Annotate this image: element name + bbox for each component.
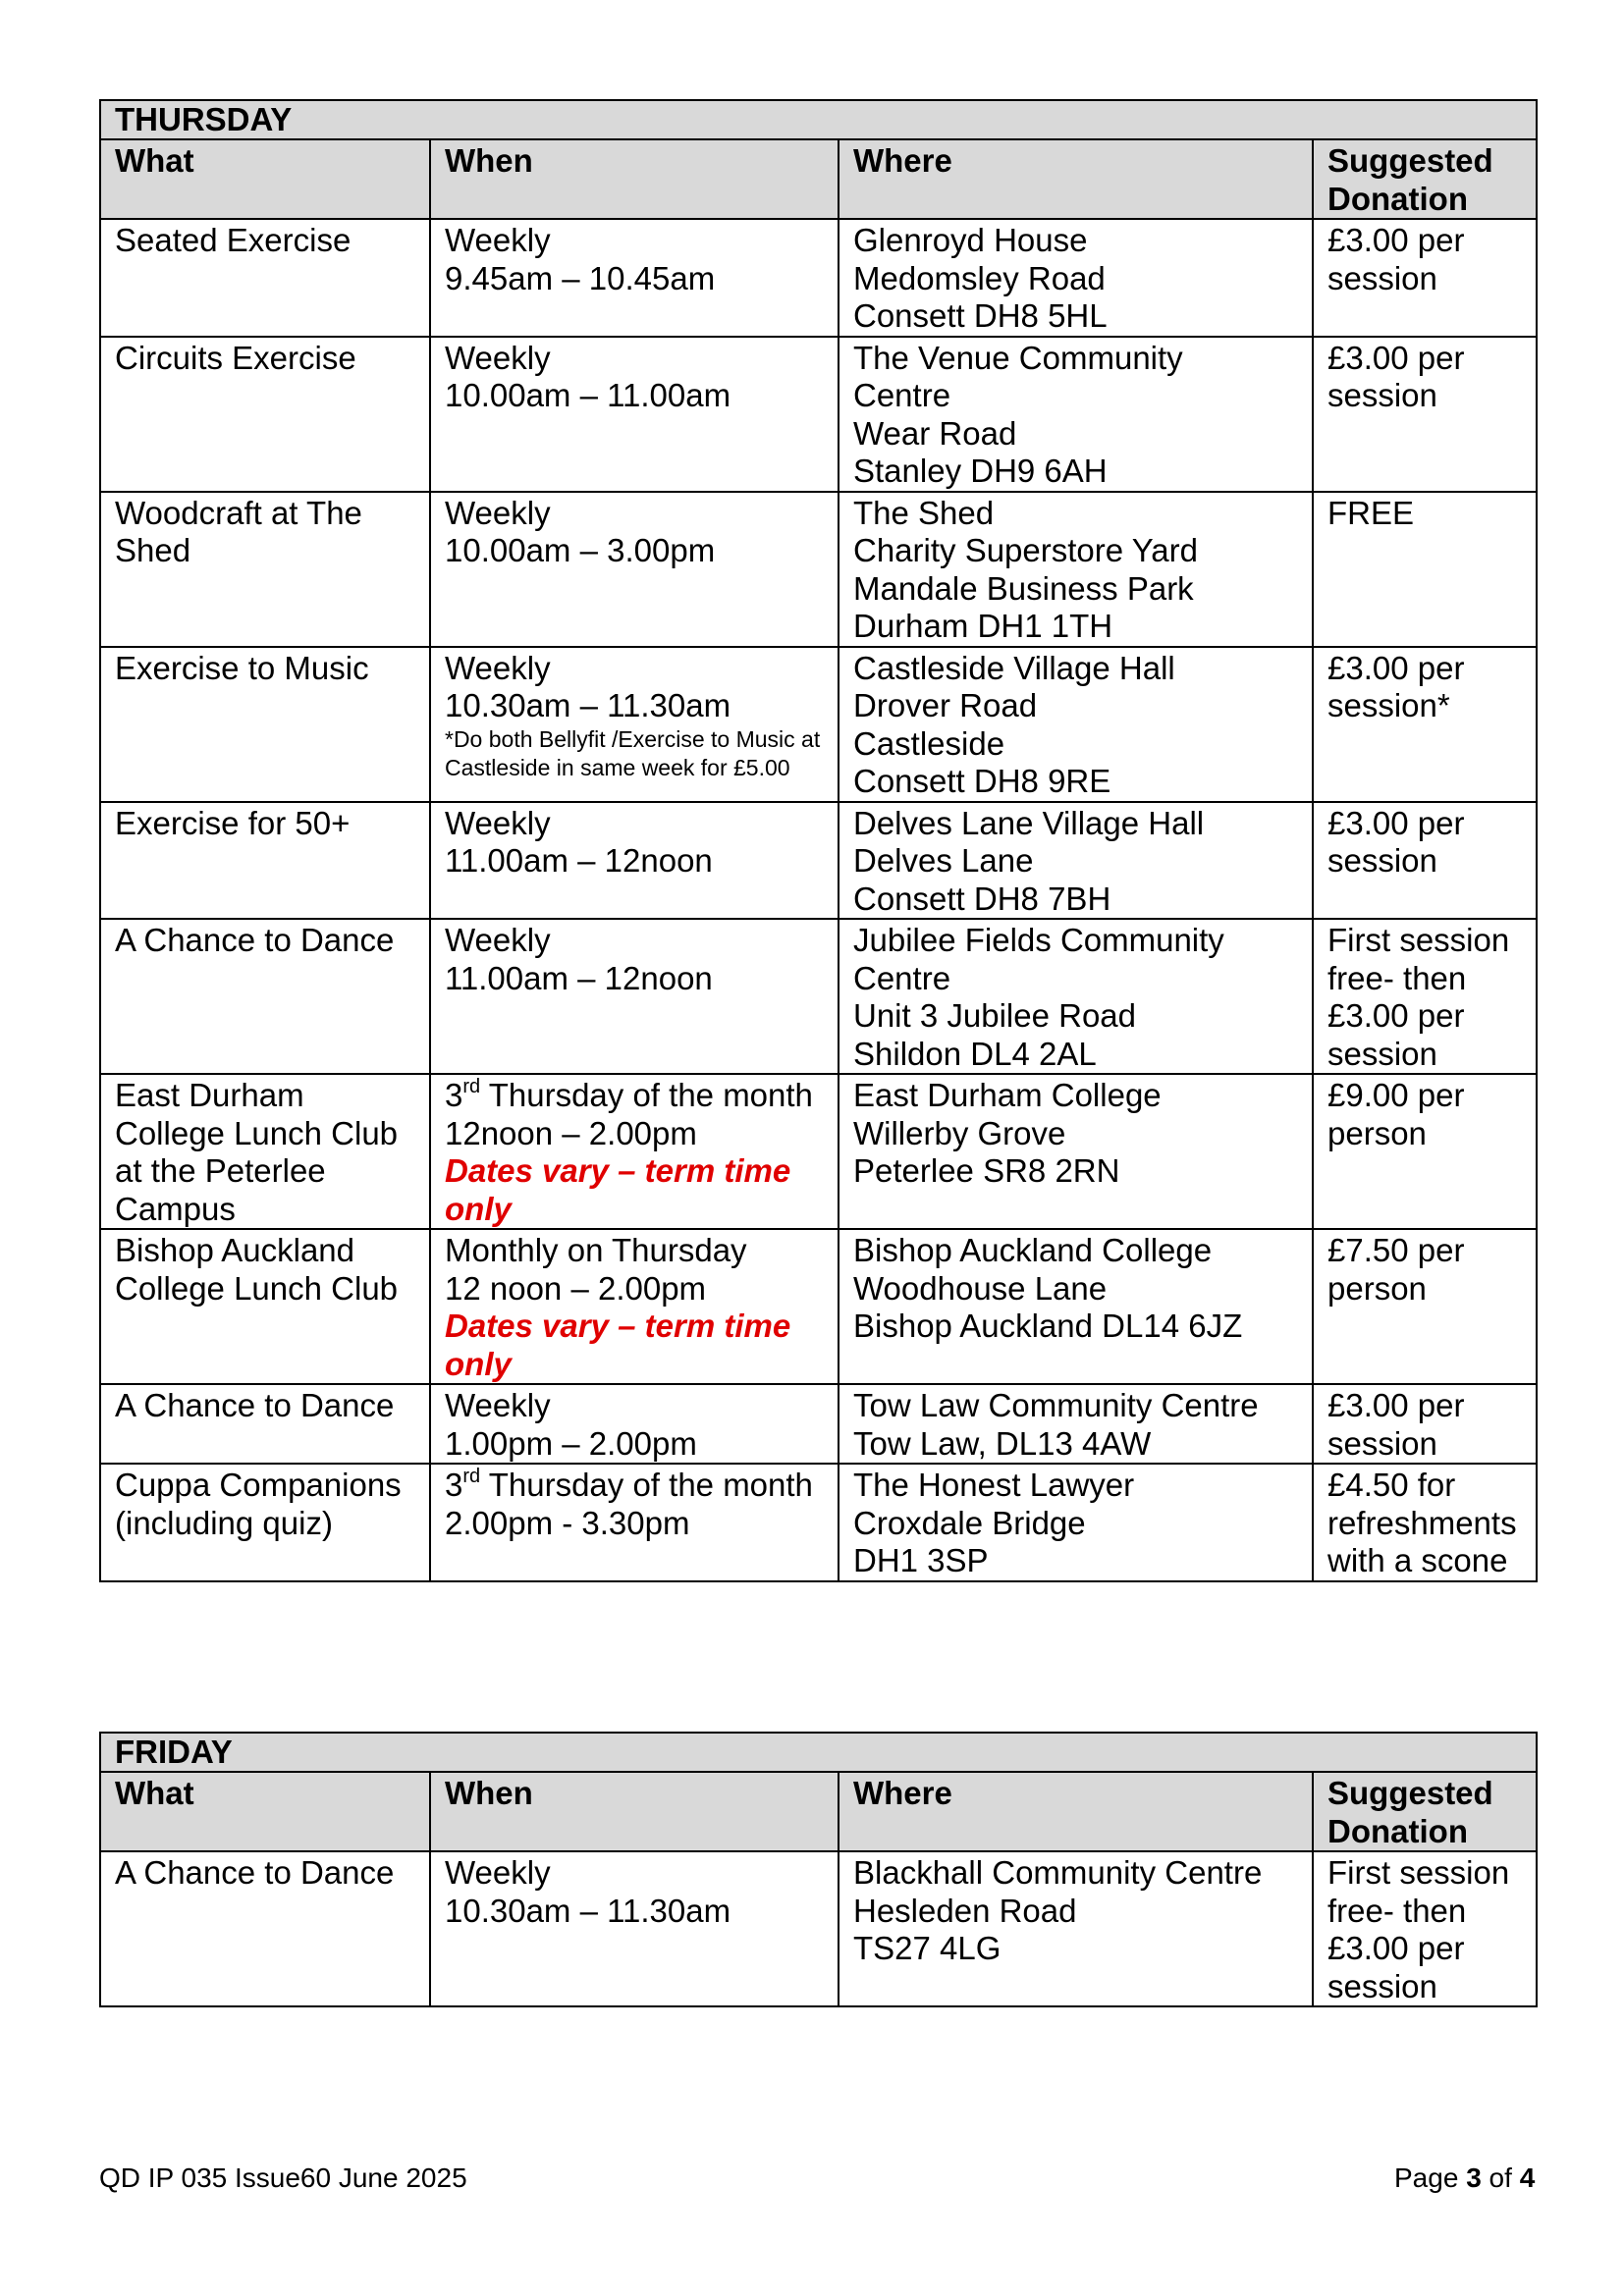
donation-line: session: [1327, 842, 1437, 879]
cell-what: [100, 337, 430, 492]
cell-what: [100, 1074, 430, 1229]
ordinal-suffix: rd: [462, 1466, 481, 1487]
when_red-line: Dates vary – term time: [445, 1308, 791, 1344]
cell-where: [839, 1464, 1313, 1581]
donation-line: £3.00 per: [1327, 1387, 1465, 1423]
when-line: 9.45am – 10.45am: [445, 259, 716, 296]
what-line: Exercise for 50+: [115, 804, 351, 841]
donation-line: First session: [1327, 1854, 1510, 1891]
what-line: A Chance to Dance: [115, 922, 395, 958]
when-line: Weekly: [445, 339, 551, 376]
what-line: Cuppa Companions: [115, 1467, 402, 1503]
header-row: [100, 139, 1537, 219]
where-line: Willerby Grove: [853, 1114, 1066, 1151]
donation-line: £9.00 per: [1327, 1077, 1465, 1113]
when-line: Weekly: [445, 649, 551, 686]
header-donation-line: Donation: [1327, 1812, 1468, 1849]
where-line: Consett DH8 9RE: [853, 763, 1111, 799]
where-line: Mandale Business Park: [853, 569, 1194, 607]
what-line: at the Peterlee: [115, 1152, 326, 1189]
cell-when: [430, 919, 839, 1074]
cell-what: [100, 1851, 430, 2006]
where-line: Glenroyd House: [853, 222, 1088, 258]
what-line: Bishop Auckland: [115, 1232, 355, 1268]
cell-when: [430, 802, 839, 920]
when_red-line: only: [445, 1345, 512, 1382]
donation-line: £4.50 for: [1327, 1467, 1456, 1503]
cell-where: [839, 647, 1313, 802]
donation-line: £3.00 per: [1327, 997, 1465, 1034]
header-where: Where: [839, 1772, 1313, 1851]
page-current: 3: [1466, 2163, 1482, 2193]
cell-where: [839, 492, 1313, 647]
cell-donation: [1313, 219, 1537, 337]
cell-what: [100, 1229, 430, 1384]
when-line: 10.30am – 11.30am: [445, 687, 731, 723]
cell-what: [100, 919, 430, 1074]
cell-donation: [1313, 1851, 1537, 2006]
where-line: Consett DH8 5HL: [853, 297, 1108, 334]
where-line: Unit 3 Jubilee Road: [853, 997, 1137, 1034]
when-line: Weekly: [445, 804, 551, 841]
where-line: Bishop Auckland College: [853, 1232, 1213, 1268]
when-line: Weekly: [445, 222, 551, 258]
where-line: Hesleden Road: [853, 1892, 1077, 1929]
where-line: The Venue Community: [853, 339, 1183, 376]
donation-line: session: [1327, 1035, 1437, 1072]
header-what: What: [100, 139, 430, 219]
cell-where: [839, 1074, 1313, 1229]
donation-line: £3.00 per: [1327, 339, 1465, 376]
table-row: [100, 1464, 1537, 1581]
header-row: [100, 1772, 1537, 1851]
where-line: Tow Law, DL13 4AW: [853, 1424, 1152, 1462]
table-row: [100, 1851, 1537, 2006]
thursday-day-row: [100, 100, 1537, 139]
when-line: Weekly: [445, 1387, 551, 1423]
header-donation-line: Suggested: [1327, 1775, 1493, 1811]
table-row: [100, 492, 1537, 647]
where-line: The Honest Lawyer: [853, 1467, 1135, 1503]
ordinal-line: [445, 1467, 824, 1505]
cell-what: [100, 1464, 430, 1581]
cell-where: [839, 1229, 1313, 1384]
where-line: Delves Lane: [853, 842, 1034, 879]
when-line: Monthly on Thursday: [445, 1232, 747, 1268]
what-line: Campus: [115, 1190, 236, 1227]
cell-what: [100, 492, 430, 647]
friday-day-row: [100, 1733, 1537, 1772]
where-line: Drover Road: [853, 687, 1038, 723]
where-line: TS27 4LG: [853, 1930, 1001, 1966]
where-line: Stanley DH9 6AH: [853, 453, 1108, 489]
table-row: [100, 219, 1537, 337]
when-line: 11.00am – 12noon: [445, 959, 713, 996]
of-label: of: [1489, 2163, 1512, 2193]
where-line: East Durham College: [853, 1077, 1162, 1113]
cell-what: [100, 802, 430, 920]
page-label: Page: [1394, 2163, 1459, 2193]
cell-donation: [1313, 802, 1537, 920]
what-line: College Lunch Club: [115, 1114, 399, 1151]
page-number: [1394, 2163, 1535, 2194]
day-label: THURSDAY: [100, 100, 1537, 139]
when-line: 12noon – 2.00pm: [445, 1114, 697, 1151]
when_red-line: Dates vary – term time: [445, 1152, 791, 1189]
what-line: A Chance to Dance: [115, 1387, 395, 1423]
where-line: Croxdale Bridge: [853, 1504, 1086, 1541]
what-line: A Chance to Dance: [115, 1854, 395, 1891]
donation-line: person: [1327, 1269, 1427, 1307]
cell-where: [839, 1384, 1313, 1464]
cell-when: [430, 337, 839, 492]
ordinal-number: 3: [445, 1077, 463, 1113]
where-line: Castleside: [853, 724, 1005, 762]
header-donation-line: Suggested: [1327, 142, 1493, 179]
ordinal-number: 3: [445, 1467, 463, 1503]
where-line: Medomsley Road: [853, 259, 1106, 296]
when-line: 1.00pm – 2.00pm: [445, 1424, 697, 1462]
where-line: Durham DH1 1TH: [853, 608, 1113, 644]
when-line: 2.00pm - 3.30pm: [445, 1504, 690, 1541]
when-line: Weekly: [445, 1854, 551, 1891]
where-line: The Shed: [853, 494, 995, 531]
cell-when: [430, 219, 839, 337]
cell-when: [430, 1384, 839, 1464]
where-line: Centre: [853, 959, 951, 996]
thursday-rows: [100, 219, 1537, 1581]
header-donation-line: Donation: [1327, 180, 1468, 217]
friday-table: [99, 1732, 1538, 2007]
header-where: Where: [839, 139, 1313, 219]
donation-line: £3.00 per: [1327, 222, 1465, 258]
document-reference: QD IP 035 Issue60 June 2025: [99, 2163, 467, 2193]
cell-where: [839, 802, 1313, 920]
donation-line: free- then: [1327, 959, 1467, 996]
when-line: 10.00am – 11.00am: [445, 377, 731, 413]
donation-line: refreshments: [1327, 1504, 1517, 1541]
where-line: Jubilee Fields Community: [853, 922, 1224, 958]
what-line: Exercise to Music: [115, 649, 369, 686]
where-line: Tow Law Community Centre: [853, 1387, 1259, 1423]
when-line: 12 noon – 2.00pm: [445, 1269, 707, 1307]
where-line: Blackhall Community Centre: [853, 1854, 1263, 1891]
donation-line: session: [1327, 259, 1437, 296]
donation-line: First session: [1327, 922, 1510, 958]
cell-donation: [1313, 337, 1537, 492]
when_red-line: only: [445, 1190, 512, 1227]
when-line: Weekly: [445, 922, 551, 958]
cell-donation: [1313, 647, 1537, 802]
ordinal-rest: Thursday of the month: [480, 1077, 813, 1113]
what-line: Circuits Exercise: [115, 339, 356, 376]
cell-what: [100, 219, 430, 337]
donation-line: session*: [1327, 687, 1450, 723]
where-line: Shildon DL4 2AL: [853, 1035, 1097, 1072]
cell-where: [839, 337, 1313, 492]
table-row: [100, 1384, 1537, 1464]
where-line: Bishop Auckland DL14 6JZ: [853, 1308, 1243, 1344]
what-line: East Durham: [115, 1077, 304, 1113]
header-when: When: [430, 1772, 839, 1851]
where-line: Consett DH8 7BH: [853, 880, 1111, 917]
when-line: 11.00am – 12noon: [445, 842, 713, 879]
cell-donation: [1313, 919, 1537, 1074]
page-total: 4: [1519, 2163, 1536, 2193]
header-when: When: [430, 139, 839, 219]
cell-donation: [1313, 1464, 1537, 1581]
ordinal-rest: Thursday of the month: [480, 1467, 813, 1503]
table-row: [100, 802, 1537, 920]
table-row: [100, 337, 1537, 492]
what-line: (including quiz): [115, 1504, 333, 1541]
ordinal-suffix: rd: [462, 1076, 481, 1097]
cell-what: [100, 1384, 430, 1464]
table-row: [100, 1074, 1537, 1229]
table-row: [100, 1229, 1537, 1384]
header-what: What: [100, 1772, 430, 1851]
header-donation: [1313, 1772, 1537, 1851]
cell-where: [839, 919, 1313, 1074]
day-label: FRIDAY: [100, 1733, 1537, 1772]
thursday-table: [99, 99, 1538, 1582]
when-line: Weekly: [445, 494, 551, 531]
where-line: Woodhouse Lane: [853, 1269, 1108, 1307]
where-line: Wear Road: [853, 414, 1017, 452]
cell-when: [430, 1851, 839, 2006]
where-line: Charity Superstore Yard: [853, 532, 1198, 568]
what-line: Woodcraft at The: [115, 494, 362, 531]
cell-when: [430, 492, 839, 647]
donation-line: free- then: [1327, 1892, 1467, 1929]
cell-where: [839, 219, 1313, 337]
cell-what: [100, 647, 430, 802]
donation-line: £3.00 per: [1327, 649, 1465, 686]
what-line: Shed: [115, 532, 191, 568]
cell-donation: [1313, 1229, 1537, 1384]
donation-line: £3.00 per: [1327, 1930, 1465, 1966]
cell-donation: [1313, 492, 1537, 647]
where-line: Castleside Village Hall: [853, 649, 1175, 686]
donation-line: £3.00 per: [1327, 804, 1465, 841]
ordinal-line: [445, 1077, 824, 1115]
donation-line: session: [1327, 1424, 1437, 1462]
donation-line: session: [1327, 377, 1437, 413]
where-line: Delves Lane Village Hall: [853, 804, 1205, 841]
table-row: [100, 647, 1537, 802]
when-line: 10.00am – 3.00pm: [445, 532, 716, 568]
where-line: DH1 3SP: [853, 1542, 989, 1578]
donation-line: with a scone: [1327, 1542, 1508, 1578]
cell-when: [430, 1464, 839, 1581]
where-line: Centre: [853, 377, 951, 413]
cell-donation: [1313, 1074, 1537, 1229]
what-line: Seated Exercise: [115, 222, 352, 258]
header-donation: [1313, 139, 1537, 219]
table-row: [100, 919, 1537, 1074]
cell-when: [430, 1229, 839, 1384]
donation-line: session: [1327, 1967, 1437, 2004]
donation-line: FREE: [1327, 494, 1415, 531]
when-note: *Do both Bellyfit /Exercise to Music at Castleside in same week for £5.00: [445, 725, 821, 780]
cell-where: [839, 1851, 1313, 2006]
cell-when: [430, 647, 839, 802]
where-line: Peterlee SR8 2RN: [853, 1152, 1120, 1189]
donation-line: person: [1327, 1114, 1427, 1151]
donation-line: £7.50 per: [1327, 1232, 1465, 1268]
cell-when: [430, 1074, 839, 1229]
friday-rows: [100, 1851, 1537, 2006]
what-line: College Lunch Club: [115, 1269, 399, 1307]
when-line: 10.30am – 11.30am: [445, 1892, 731, 1929]
cell-donation: [1313, 1384, 1537, 1464]
